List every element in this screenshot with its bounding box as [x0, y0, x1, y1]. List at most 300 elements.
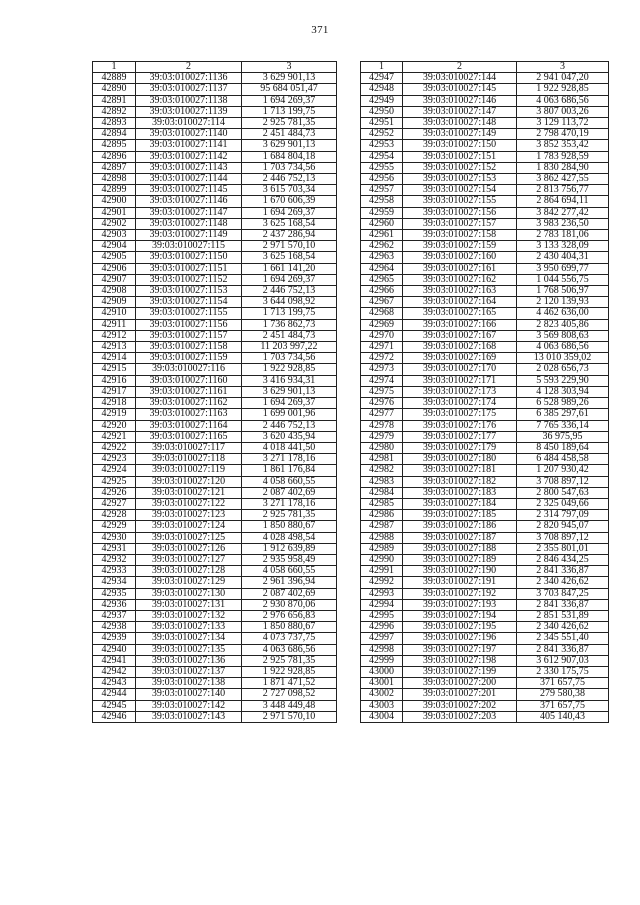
cadastral-number-cell: 39:03:010027:158	[403, 230, 517, 241]
value-cell: 1 694 269,37	[242, 274, 337, 285]
row-number-cell: 42906	[93, 263, 136, 274]
value-cell: 2 813 756,77	[517, 185, 609, 196]
cadastral-number-cell: 39:03:010027:130	[136, 588, 242, 599]
value-cell: 3 615 703,34	[242, 185, 337, 196]
row-number-cell: 42980	[361, 442, 403, 453]
table-row	[93, 274, 337, 285]
cadastral-number-cell: 39:03:010027:1159	[136, 353, 242, 364]
value-cell: 2 976 656,83	[242, 610, 337, 621]
value-cell: 2 930 870,06	[242, 599, 337, 610]
value-cell: 2 798 470,19	[517, 129, 609, 140]
column-header-number: 1	[361, 62, 403, 73]
cadastral-number-cell: 39:03:010027:1156	[136, 319, 242, 330]
cadastral-number-cell: 39:03:010027:193	[403, 599, 517, 610]
row-number-cell: 42953	[361, 140, 403, 151]
table-row	[93, 409, 337, 420]
value-cell: 1 922 928,85	[242, 364, 337, 375]
row-number-cell: 42970	[361, 330, 403, 341]
cadastral-number-cell: 39:03:010027:1150	[136, 252, 242, 263]
cadastral-number-cell: 39:03:010027:183	[403, 487, 517, 498]
row-number-cell: 42948	[361, 84, 403, 95]
table-row	[361, 554, 609, 565]
row-number-cell: 42957	[361, 185, 403, 196]
value-cell: 3 416 934,31	[242, 375, 337, 386]
table-body-right	[361, 73, 609, 723]
row-number-cell: 42942	[93, 666, 136, 677]
cadastral-number-cell: 39:03:010027:173	[403, 386, 517, 397]
table-row	[93, 375, 337, 386]
table-row	[93, 73, 337, 84]
value-cell: 2 841 336,87	[517, 566, 609, 577]
value-cell: 3 644 098,92	[242, 297, 337, 308]
value-cell: 6 528 989,26	[517, 398, 609, 409]
cadastral-number-cell: 39:03:010027:115	[136, 241, 242, 252]
cadastral-number-cell: 39:03:010027:1155	[136, 308, 242, 319]
table-row	[361, 588, 609, 599]
cadastral-number-cell: 39:03:010027:1161	[136, 386, 242, 397]
row-number-cell: 42991	[361, 566, 403, 577]
row-number-cell: 42915	[93, 364, 136, 375]
cadastral-number-cell: 39:03:010027:144	[403, 73, 517, 84]
row-number-cell: 42986	[361, 510, 403, 521]
cadastral-number-cell: 39:03:010027:162	[403, 274, 517, 285]
value-cell: 2 935 958,49	[242, 554, 337, 565]
table-row	[361, 409, 609, 420]
cadastral-number-cell: 39:03:010027:195	[403, 622, 517, 633]
table-row	[361, 162, 609, 173]
row-number-cell: 42935	[93, 588, 136, 599]
cadastral-number-cell: 39:03:010027:119	[136, 465, 242, 476]
value-cell: 1 703 734,56	[242, 162, 337, 173]
table-row	[93, 666, 337, 677]
cadastral-table-left	[92, 61, 337, 723]
row-number-cell: 42973	[361, 364, 403, 375]
table-row	[93, 610, 337, 621]
cadastral-number-cell: 39:03:010027:176	[403, 420, 517, 431]
table-row	[93, 655, 337, 666]
cadastral-number-cell: 39:03:010027:1147	[136, 207, 242, 218]
value-cell: 1 694 269,37	[242, 207, 337, 218]
value-cell: 2 087 402,69	[242, 588, 337, 599]
value-cell: 2 925 781,35	[242, 118, 337, 129]
row-number-cell: 42946	[93, 711, 136, 722]
table-row	[361, 566, 609, 577]
table-row	[361, 543, 609, 554]
cadastral-number-cell: 39:03:010027:123	[136, 510, 242, 521]
value-cell: 3 703 847,25	[517, 588, 609, 599]
row-number-cell: 42952	[361, 129, 403, 140]
value-cell: 3 271 178,16	[242, 454, 337, 465]
row-number-cell: 42958	[361, 196, 403, 207]
table-row	[361, 386, 609, 397]
cadastral-number-cell: 39:03:010027:135	[136, 644, 242, 655]
cadastral-number-cell: 39:03:010027:1162	[136, 398, 242, 409]
cadastral-number-cell: 39:03:010027:181	[403, 465, 517, 476]
row-number-cell: 42979	[361, 431, 403, 442]
value-cell: 1 044 556,75	[517, 274, 609, 285]
value-cell: 3 625 168,54	[242, 252, 337, 263]
cadastral-number-cell: 39:03:010027:196	[403, 633, 517, 644]
row-number-cell: 42959	[361, 207, 403, 218]
row-number-cell: 42965	[361, 274, 403, 285]
table-row	[361, 711, 609, 722]
table-row	[93, 330, 337, 341]
table-row	[93, 106, 337, 117]
value-cell: 371 657,75	[517, 700, 609, 711]
row-number-cell: 42927	[93, 498, 136, 509]
value-cell: 1 736 862,73	[242, 319, 337, 330]
table-row	[361, 330, 609, 341]
value-cell: 4 058 660,55	[242, 476, 337, 487]
cadastral-number-cell: 39:03:010027:1164	[136, 420, 242, 431]
value-cell: 1 768 506,97	[517, 286, 609, 297]
cadastral-number-cell: 39:03:010027:121	[136, 487, 242, 498]
row-number-cell: 42929	[93, 521, 136, 532]
table-header-row	[93, 62, 337, 73]
cadastral-number-cell: 39:03:010027:171	[403, 375, 517, 386]
cadastral-number-cell: 39:03:010027:1136	[136, 73, 242, 84]
table-row	[93, 230, 337, 241]
cadastral-number-cell: 39:03:010027:131	[136, 599, 242, 610]
value-cell: 4 462 636,00	[517, 308, 609, 319]
table-row	[361, 487, 609, 498]
table-row	[93, 700, 337, 711]
cadastral-number-cell: 39:03:010027:168	[403, 342, 517, 353]
value-cell: 3 133 328,09	[517, 241, 609, 252]
row-number-cell: 42895	[93, 140, 136, 151]
row-number-cell: 42898	[93, 174, 136, 185]
row-number-cell: 42944	[93, 689, 136, 700]
cadastral-number-cell: 39:03:010027:155	[403, 196, 517, 207]
row-number-cell: 42993	[361, 588, 403, 599]
table-row	[361, 577, 609, 588]
cadastral-number-cell: 39:03:010027:200	[403, 678, 517, 689]
row-number-cell: 42890	[93, 84, 136, 95]
table-row	[93, 286, 337, 297]
row-number-cell: 42989	[361, 543, 403, 554]
row-number-cell: 42990	[361, 554, 403, 565]
table-row	[361, 431, 609, 442]
table-row	[93, 510, 337, 521]
value-cell: 1 207 930,42	[517, 465, 609, 476]
cadastral-number-cell: 39:03:010027:166	[403, 319, 517, 330]
value-cell: 2 446 752,13	[242, 286, 337, 297]
row-number-cell: 42902	[93, 218, 136, 229]
row-number-cell: 42899	[93, 185, 136, 196]
value-cell: 3 271 178,16	[242, 498, 337, 509]
row-number-cell: 42891	[93, 95, 136, 106]
row-number-cell: 42936	[93, 599, 136, 610]
cadastral-number-cell: 39:03:010027:133	[136, 622, 242, 633]
table-row	[361, 353, 609, 364]
row-number-cell: 42921	[93, 431, 136, 442]
cadastral-number-cell: 39:03:010027:1165	[136, 431, 242, 442]
row-number-cell: 42925	[93, 476, 136, 487]
cadastral-number-cell: 39:03:010027:148	[403, 118, 517, 129]
value-cell: 3 708 897,12	[517, 476, 609, 487]
table-row	[361, 689, 609, 700]
cadastral-number-cell: 39:03:010027:142	[136, 700, 242, 711]
table-row	[361, 532, 609, 543]
value-cell: 1 703 734,56	[242, 353, 337, 364]
row-number-cell: 42901	[93, 207, 136, 218]
table-row	[361, 666, 609, 677]
cadastral-number-cell: 39:03:010027:180	[403, 454, 517, 465]
cadastral-number-cell: 39:03:010027:161	[403, 263, 517, 274]
value-cell: 1 912 639,89	[242, 543, 337, 554]
value-cell: 1 699 001,96	[242, 409, 337, 420]
row-number-cell: 42975	[361, 386, 403, 397]
row-number-cell: 42917	[93, 386, 136, 397]
value-cell: 2 841 336,87	[517, 644, 609, 655]
table-row	[361, 140, 609, 151]
table-row	[361, 185, 609, 196]
value-cell: 3 629 901,13	[242, 386, 337, 397]
value-cell: 1 850 880,67	[242, 622, 337, 633]
cadastral-table-right	[360, 61, 609, 723]
value-cell: 2 800 547,63	[517, 487, 609, 498]
cadastral-number-cell: 39:03:010027:1154	[136, 297, 242, 308]
table-row	[93, 521, 337, 532]
table-row	[361, 375, 609, 386]
row-number-cell: 42940	[93, 644, 136, 655]
value-cell: 11 203 997,22	[242, 342, 337, 353]
cadastral-number-cell: 39:03:010027:1153	[136, 286, 242, 297]
cadastral-number-cell: 39:03:010027:194	[403, 610, 517, 621]
cadastral-number-cell: 39:03:010027:164	[403, 297, 517, 308]
value-cell: 1 694 269,37	[242, 95, 337, 106]
table-row	[93, 577, 337, 588]
table-row	[93, 543, 337, 554]
row-number-cell: 42982	[361, 465, 403, 476]
value-cell: 2 823 405,86	[517, 319, 609, 330]
table-row	[93, 353, 337, 364]
table-row	[93, 476, 337, 487]
table-row	[93, 174, 337, 185]
value-cell: 4 063 686,56	[242, 644, 337, 655]
value-cell: 2 820 945,07	[517, 521, 609, 532]
table-row	[93, 622, 337, 633]
table-row	[361, 610, 609, 621]
value-cell: 3 950 699,77	[517, 263, 609, 274]
cadastral-number-cell: 39:03:010027:122	[136, 498, 242, 509]
table-row	[361, 252, 609, 263]
value-cell: 7 765 336,14	[517, 420, 609, 431]
value-cell: 3 620 435,94	[242, 431, 337, 442]
table-row	[361, 678, 609, 689]
value-cell: 2 925 781,35	[242, 510, 337, 521]
table-row	[361, 274, 609, 285]
value-cell: 2 028 656,73	[517, 364, 609, 375]
value-cell: 1 922 928,85	[242, 666, 337, 677]
row-number-cell: 42933	[93, 566, 136, 577]
table-row	[93, 162, 337, 173]
row-number-cell: 42909	[93, 297, 136, 308]
value-cell: 2 851 531,89	[517, 610, 609, 621]
table-row	[93, 364, 337, 375]
row-number-cell: 42896	[93, 151, 136, 162]
row-number-cell: 42985	[361, 498, 403, 509]
cadastral-number-cell: 39:03:010027:1152	[136, 274, 242, 285]
table-row	[93, 465, 337, 476]
value-cell: 2 864 694,11	[517, 196, 609, 207]
cadastral-number-cell: 39:03:010027:153	[403, 174, 517, 185]
row-number-cell: 42996	[361, 622, 403, 633]
row-number-cell: 42923	[93, 454, 136, 465]
row-number-cell: 42911	[93, 319, 136, 330]
row-number-cell: 42893	[93, 118, 136, 129]
row-number-cell: 43002	[361, 689, 403, 700]
table-row	[93, 554, 337, 565]
cadastral-number-cell: 39:03:010027:1157	[136, 330, 242, 341]
cadastral-number-cell: 39:03:010027:129	[136, 577, 242, 588]
row-number-cell: 42934	[93, 577, 136, 588]
value-cell: 3 629 901,13	[242, 73, 337, 84]
cadastral-number-cell: 39:03:010027:145	[403, 84, 517, 95]
row-number-cell: 42904	[93, 241, 136, 252]
table-row	[93, 241, 337, 252]
row-number-cell: 42918	[93, 398, 136, 409]
table-row	[93, 207, 337, 218]
cadastral-number-cell: 39:03:010027:1145	[136, 185, 242, 196]
value-cell: 4 018 441,50	[242, 442, 337, 453]
row-number-cell: 42926	[93, 487, 136, 498]
value-cell: 6 484 458,58	[517, 454, 609, 465]
cadastral-number-cell: 39:03:010027:177	[403, 431, 517, 442]
row-number-cell: 42913	[93, 342, 136, 353]
table-row	[93, 487, 337, 498]
cadastral-number-cell: 39:03:010027:186	[403, 521, 517, 532]
table-row	[361, 398, 609, 409]
value-cell: 2 446 752,13	[242, 420, 337, 431]
cadastral-number-cell: 39:03:010027:1140	[136, 129, 242, 140]
value-cell: 3 862 427,55	[517, 174, 609, 185]
row-number-cell: 42997	[361, 633, 403, 644]
value-cell: 4 058 660,55	[242, 566, 337, 577]
cadastral-number-cell: 39:03:010027:140	[136, 689, 242, 700]
table-row	[93, 252, 337, 263]
row-number-cell: 42907	[93, 274, 136, 285]
row-number-cell: 42960	[361, 218, 403, 229]
cadastral-number-cell: 39:03:010027:1158	[136, 342, 242, 353]
row-number-cell: 42961	[361, 230, 403, 241]
row-number-cell: 42994	[361, 599, 403, 610]
table-row	[361, 700, 609, 711]
cadastral-number-cell: 39:03:010027:1144	[136, 174, 242, 185]
cadastral-number-cell: 39:03:010027:124	[136, 521, 242, 532]
value-cell: 2 925 781,35	[242, 655, 337, 666]
row-number-cell: 42967	[361, 297, 403, 308]
table-row	[93, 218, 337, 229]
row-number-cell: 42988	[361, 532, 403, 543]
cadastral-number-cell: 39:03:010027:147	[403, 106, 517, 117]
value-cell: 2 325 049,66	[517, 498, 609, 509]
cadastral-number-cell: 39:03:010027:127	[136, 554, 242, 565]
value-cell: 279 580,38	[517, 689, 609, 700]
value-cell: 2 340 426,62	[517, 622, 609, 633]
value-cell: 2 437 286,94	[242, 230, 337, 241]
table-row	[93, 129, 337, 140]
cadastral-number-cell: 39:03:010027:146	[403, 95, 517, 106]
row-number-cell: 42954	[361, 151, 403, 162]
value-cell: 3 708 897,12	[517, 532, 609, 543]
cadastral-number-cell: 39:03:010027:117	[136, 442, 242, 453]
row-number-cell: 42998	[361, 644, 403, 655]
row-number-cell: 42924	[93, 465, 136, 476]
cadastral-number-cell: 39:03:010027:152	[403, 162, 517, 173]
cadastral-number-cell: 39:03:010027:1149	[136, 230, 242, 241]
table-row	[93, 599, 337, 610]
row-number-cell: 42971	[361, 342, 403, 353]
row-number-cell: 42992	[361, 577, 403, 588]
cadastral-number-cell: 39:03:010027:1148	[136, 218, 242, 229]
cadastral-number-cell: 39:03:010027:191	[403, 577, 517, 588]
table-row	[361, 151, 609, 162]
value-cell: 2 971 570,10	[242, 711, 337, 722]
value-cell: 6 385 297,61	[517, 409, 609, 420]
cadastral-number-cell: 39:03:010027:190	[403, 566, 517, 577]
row-number-cell: 42928	[93, 510, 136, 521]
table-row	[93, 532, 337, 543]
row-number-cell: 42983	[361, 476, 403, 487]
cadastral-number-cell: 39:03:010027:1146	[136, 196, 242, 207]
table-row	[361, 420, 609, 431]
cadastral-number-cell: 39:03:010027:126	[136, 543, 242, 554]
cadastral-number-cell: 39:03:010027:1143	[136, 162, 242, 173]
table-row	[93, 678, 337, 689]
cadastral-number-cell: 39:03:010027:184	[403, 498, 517, 509]
row-number-cell: 43001	[361, 678, 403, 689]
value-cell: 371 657,75	[517, 678, 609, 689]
row-number-cell: 42892	[93, 106, 136, 117]
value-cell: 3 569 808,63	[517, 330, 609, 341]
value-cell: 3 807 003,26	[517, 106, 609, 117]
row-number-cell: 42945	[93, 700, 136, 711]
row-number-cell: 42963	[361, 252, 403, 263]
cadastral-number-cell: 39:03:010027:1163	[136, 409, 242, 420]
table-row	[361, 241, 609, 252]
table-row	[361, 633, 609, 644]
row-number-cell: 42916	[93, 375, 136, 386]
cadastral-number-cell: 39:03:010027:174	[403, 398, 517, 409]
cadastral-number-cell: 39:03:010027:156	[403, 207, 517, 218]
cadastral-number-cell: 39:03:010027:170	[403, 364, 517, 375]
cadastral-number-cell: 39:03:010027:136	[136, 655, 242, 666]
value-cell: 4 063 686,56	[517, 342, 609, 353]
table-row	[93, 442, 337, 453]
value-cell: 4 063 686,56	[517, 95, 609, 106]
value-cell: 1 861 176,84	[242, 465, 337, 476]
table-row	[93, 711, 337, 722]
row-number-cell: 43000	[361, 666, 403, 677]
table-row	[361, 218, 609, 229]
table-row	[361, 342, 609, 353]
row-number-cell: 43004	[361, 711, 403, 722]
table-row	[361, 73, 609, 84]
value-cell: 1 830 284,90	[517, 162, 609, 173]
row-number-cell: 42897	[93, 162, 136, 173]
cadastral-number-cell: 39:03:010027:159	[403, 241, 517, 252]
cadastral-number-cell: 39:03:010027:198	[403, 655, 517, 666]
value-cell: 3 842 277,42	[517, 207, 609, 218]
table-row	[361, 118, 609, 129]
table-row	[93, 185, 337, 196]
row-number-cell: 42920	[93, 420, 136, 431]
table-row	[361, 498, 609, 509]
table-header-row	[361, 62, 609, 73]
table-row	[93, 263, 337, 274]
value-cell: 2 846 434,25	[517, 554, 609, 565]
